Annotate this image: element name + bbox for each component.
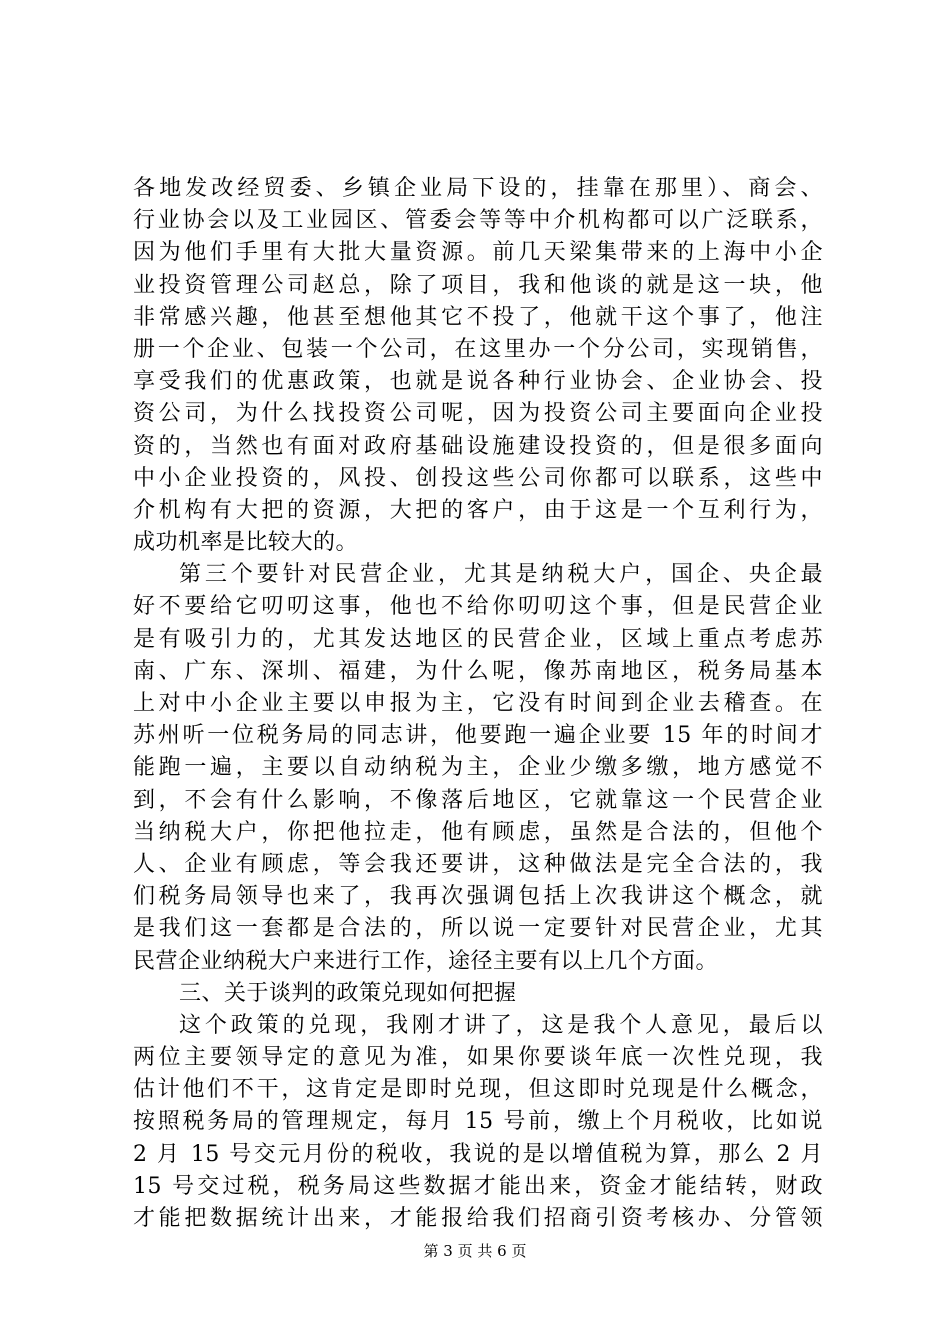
- text-line: 行业协会以及工业园区、管委会等等中介机构都可以广泛联系，: [133, 208, 823, 234]
- document-body: [133, 173, 823, 1235]
- text-line: 业投资管理公司赵总，除了项目，我和他谈的就是这一块，他: [133, 272, 823, 298]
- paragraph: [133, 173, 823, 559]
- text-line: 南、广东、深圳、福建，为什么呢，像苏南地区，税务局基本: [133, 658, 823, 684]
- text-line: 这个政策的兑现，我刚才讲了，这是我个人意见，最后以: [179, 1012, 823, 1038]
- page-number-footer: 第 3 页 共 6 页: [423, 1242, 527, 1260]
- text-line: 第三个要针对民营企业，尤其是纳税大户，国企、央企最: [179, 562, 823, 588]
- text-line: 人、企业有顾虑，等会我还要讲，这种做法是完全合法的，我: [133, 851, 823, 877]
- text-line: 是我们这一套都是合法的，所以说一定要针对民营企业，尤其: [133, 916, 823, 942]
- text-line: 能跑一遍，主要以自动纳税为主，企业少缴多缴，地方感觉不: [133, 755, 823, 781]
- text-line: 介机构有大把的资源，大把的客户，由于这是一个互利行为，: [133, 497, 823, 523]
- text-line: 两位主要领导定的意见为准，如果你要谈年底一次性兑现，我: [133, 1045, 823, 1071]
- text-line: 按照税务局的管理规定，每月 15 号前，缴上个月税收，比如说: [133, 1109, 823, 1135]
- text-line: 中小企业投资的，风投、创投这些公司你都可以联系，这些中: [133, 465, 823, 491]
- text-line: 民营企业纳税大户来进行工作，途径主要有以上几个方面。: [133, 948, 719, 974]
- text-line: 非常感兴趣，他甚至想他其它不投了，他就干这个事了，他注: [133, 304, 823, 330]
- text-line: 是有吸引力的，尤其发达地区的民营企业，区域上重点考虑苏: [133, 626, 823, 652]
- text-line: 上对中小企业主要以申报为主，它没有时间到企业去稽查。在: [133, 691, 823, 716]
- text-line: 好不要给它叨叨这事，他也不给你叨叨这个事，但是民营企业: [133, 594, 823, 620]
- heading-line: 三、关于谈判的政策兑现如何把握: [179, 980, 517, 1006]
- text-line: 当纳税大户，你把他拉走，他有顾虑，虽然是合法的，但他个: [133, 819, 823, 845]
- text-line: 资公司，为什么找投资公司呢，因为投资公司主要面向企业投: [133, 401, 823, 427]
- text-line: 15 号交过税，税务局这些数据才能出来，资金才能结转，财政: [133, 1173, 823, 1199]
- text-line: 享受我们的优惠政策，也就是说各种行业协会、企业协会、投: [133, 369, 823, 395]
- text-line: 2 月 15 号交元月份的税收，我说的是以增值税为算，那么 2 月: [133, 1141, 823, 1167]
- paragraph: [133, 559, 823, 977]
- text-line: 们税务局领导也来了，我再次强调包括上次我讲这个概念，就: [133, 884, 823, 910]
- paragraph: [133, 1010, 823, 1235]
- text-line: 到，不会有什么影响，不像落后地区，它就靠这一个民营企业: [133, 787, 823, 813]
- section-heading: [133, 978, 823, 1010]
- text-line: 资的，当然也有面对政府基础设施建设投资的，但是很多面向: [133, 433, 823, 459]
- text-line: 估计他们不干，这肯定是即时兑现，但这即时兑现是什么概念，: [133, 1077, 823, 1103]
- text-line: 各地发改经贸委、乡镇企业局下设的，挂靠在那里）、商会、: [133, 176, 823, 201]
- text-line: 册一个企业、包装一个公司，在这里办一个分公司，实现销售，: [133, 336, 823, 362]
- text-line: 成功机率是比较大的。: [133, 530, 359, 556]
- text-line: 因为他们手里有大批大量资源。前几天梁集带来的上海中小企: [133, 240, 823, 266]
- text-line: 才能把数据统计出来，才能报给我们招商引资考核办、分管领: [133, 1206, 823, 1231]
- text-line: 苏州听一位税务局的同志讲，他要跑一遍企业要 15 年的时间才: [133, 723, 823, 749]
